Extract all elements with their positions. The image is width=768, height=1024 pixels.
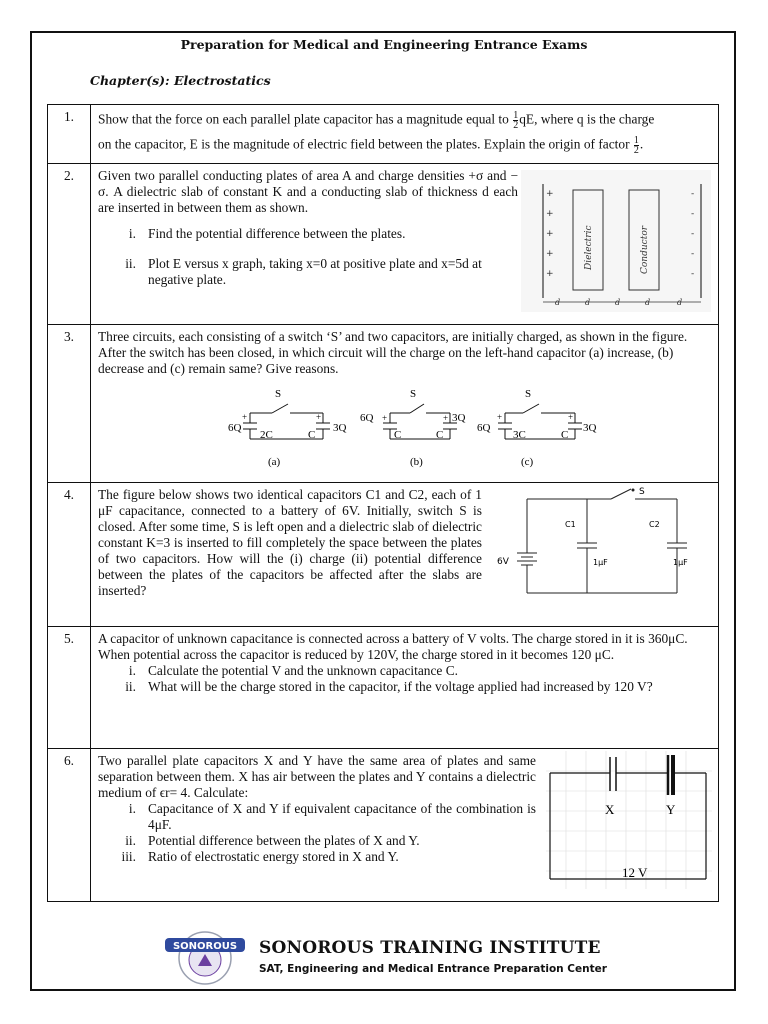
conductor-label: Conductor bbox=[640, 225, 650, 274]
svg-text:+: + bbox=[546, 229, 554, 239]
svg-text:+: + bbox=[382, 413, 388, 423]
d-label: d bbox=[615, 298, 621, 307]
circuit-a bbox=[228, 388, 347, 468]
xy-capacitor-figure bbox=[546, 751, 712, 889]
d-label: d bbox=[555, 298, 561, 307]
svg-text:C: C bbox=[394, 429, 402, 441]
svg-text:3C: 3C bbox=[513, 429, 526, 441]
question-row bbox=[48, 105, 719, 164]
q1-text-c: on the capacitor, E is the magnitude of electric field between the plates. Explain the origin of factor bbox=[98, 136, 633, 152]
voltage-label: 12 V bbox=[622, 865, 648, 880]
question-number: 4. bbox=[48, 483, 91, 627]
fraction: $\frac{1}{2}$ bbox=[633, 135, 639, 156]
question-number: 5. bbox=[48, 627, 91, 749]
circuit-c bbox=[477, 388, 597, 468]
svg-text:+: + bbox=[546, 269, 554, 279]
question-number: 2. bbox=[48, 164, 91, 325]
svg-text:6Q: 6Q bbox=[228, 422, 242, 434]
svg-text:+: + bbox=[546, 209, 554, 219]
question-body bbox=[91, 627, 719, 749]
q6-text: Two parallel plate capacitors X and Y have the same area of plates and same separation between them. X has air between the plates and Y contains a dielectric medium of ϵr= 4. Calculate: bbox=[98, 753, 536, 800]
svg-text:-: - bbox=[691, 249, 695, 259]
circuit-b bbox=[360, 388, 466, 468]
dielectric-label: Dielectric bbox=[584, 225, 594, 270]
svg-text:S: S bbox=[275, 388, 282, 400]
svg-text:+: + bbox=[546, 189, 554, 199]
svg-text:3Q: 3Q bbox=[583, 422, 597, 434]
question-body bbox=[91, 483, 719, 627]
page-title: Preparation for Medical and Engineering Entrance Exams bbox=[180, 37, 588, 52]
svg-text:+: + bbox=[443, 413, 449, 423]
svg-text:S: S bbox=[410, 388, 417, 400]
question-body: Show that the force on each parallel plate capacitor has a magnitude equal to $\frac{1}{2}$ qE, where q is the charge on the capacitor, E is the magnitude of electric field between the plates. Explain the origin of factor $\frac{1}{2}$ . bbox=[91, 105, 719, 164]
c2-value: 1μF bbox=[673, 558, 688, 567]
svg-text:6Q: 6Q bbox=[360, 412, 374, 424]
question-row bbox=[48, 483, 719, 627]
svg-text:C: C bbox=[436, 429, 444, 441]
svg-text:+: + bbox=[242, 412, 248, 422]
q5-text: A capacitor of unknown capacitance is connected across a battery of V volts. The charge stored in it is 360μC. When potential across the capacitor is reduced by 120V, the charge stored in it becomes 120 μC. bbox=[98, 631, 688, 662]
questions-table bbox=[47, 104, 719, 902]
y-label: Y bbox=[666, 802, 676, 817]
three-circuits-figure bbox=[228, 385, 608, 477]
svg-text:+: + bbox=[316, 412, 322, 422]
logo-text: SONOROUS bbox=[172, 941, 238, 952]
institute-tagline: SAT, Engineering and Medical Entrance Preparation Center bbox=[259, 963, 607, 975]
question-row bbox=[48, 325, 719, 483]
list-item: ii. What will be the charge stored in the capacitor, if the voltage applied had increased by 120 V? bbox=[125, 679, 653, 694]
q1-text-a: Show that the force on each parallel plate capacitor has a magnitude equal to bbox=[98, 111, 513, 127]
battery-label: 6V bbox=[497, 557, 509, 567]
question-row bbox=[48, 627, 719, 749]
list-item: i. Capacitance of X and Y if equivalent capacitance of the combination is 4μF. bbox=[128, 801, 536, 832]
svg-text:-: - bbox=[691, 229, 695, 239]
question-number: 3. bbox=[48, 325, 91, 483]
d-label: d bbox=[645, 298, 651, 307]
svg-text:C: C bbox=[561, 429, 569, 441]
fraction: $\frac{1}{2}$ bbox=[513, 110, 519, 131]
svg-text:(a): (a) bbox=[268, 456, 281, 468]
question-number: 1. bbox=[48, 105, 91, 164]
c2-label: C2 bbox=[649, 520, 660, 529]
svg-text:S: S bbox=[525, 388, 532, 400]
institute-logo bbox=[163, 926, 247, 988]
d-label: d bbox=[585, 298, 591, 307]
q2-text: Given two parallel conducting plates of area A and charge densities +σ and − σ. A dielectric slab of constant K and a conducting slab of thickness d each are inserted in between them as shown. bbox=[98, 168, 518, 215]
svg-text:-: - bbox=[691, 269, 695, 279]
svg-text:2C: 2C bbox=[260, 429, 273, 441]
question-body bbox=[91, 749, 719, 902]
x-label: X bbox=[605, 802, 615, 817]
capacitor-circuit-figure bbox=[491, 485, 701, 597]
list-item: iii. Ratio of electrostatic energy stored in X and Y. bbox=[121, 849, 399, 864]
chapter-heading: Chapter(s): Electrostatics bbox=[90, 73, 271, 88]
svg-text:+: + bbox=[497, 412, 503, 422]
svg-text:3Q: 3Q bbox=[333, 422, 347, 434]
question-row bbox=[48, 164, 719, 325]
q1-text-b: qE, where q is the charge bbox=[519, 111, 655, 127]
question-number: 6. bbox=[48, 749, 91, 902]
svg-text:3Q: 3Q bbox=[452, 412, 466, 424]
q3-text: Three circuits, each consisting of a switch ‘S’ and two capacitors, are initially charged, as shown in the figure. After the switch has been closed, in which circuit will the charge on the left-hand capacitor (a) increase, (b) decrease and (c) remain same? Give reasons. bbox=[98, 329, 688, 376]
c1-value: 1μF bbox=[593, 558, 608, 567]
c1-label: C1 bbox=[565, 520, 576, 529]
svg-text:(b): (b) bbox=[410, 456, 423, 468]
list-item: ii. Plot E versus x graph, taking x=0 at positive plate and x=5d at negative plate. bbox=[125, 256, 482, 287]
question-body bbox=[91, 325, 719, 483]
q4-text: The figure below shows two identical capacitors C1 and C2, each of 1 μF capacitance, connected to a battery of 6V. Initially, switch S is closed. After some time, S is left open and a dielectric slab of dielectric constant K=3 is inserted to fill completely the space between the plates of two capacitors. How will the (i) charge (ii) potential difference between the plates of the capacitors be affected after the slabs are inserted? bbox=[98, 487, 482, 598]
svg-text:C: C bbox=[308, 429, 316, 441]
svg-text:(c): (c) bbox=[521, 456, 534, 468]
list-item: i. Find the potential difference between the plates. bbox=[128, 226, 406, 241]
institute-name: SONOROUS TRAINING INSTITUTE bbox=[259, 938, 601, 958]
svg-text:-: - bbox=[691, 209, 695, 219]
svg-text:6Q: 6Q bbox=[477, 422, 491, 434]
question-row bbox=[48, 749, 719, 902]
list-item: ii. Potential difference between the plates of X and Y. bbox=[125, 833, 420, 848]
svg-text:+: + bbox=[546, 249, 554, 259]
d-label: d bbox=[677, 298, 683, 307]
question-body bbox=[91, 164, 719, 325]
list-item: i. Calculate the potential V and the unknown capacitance C. bbox=[128, 663, 458, 678]
switch-label: S bbox=[639, 487, 645, 497]
svg-text:-: - bbox=[691, 189, 695, 199]
slab-diagram bbox=[521, 170, 711, 312]
svg-text:+: + bbox=[568, 412, 574, 422]
